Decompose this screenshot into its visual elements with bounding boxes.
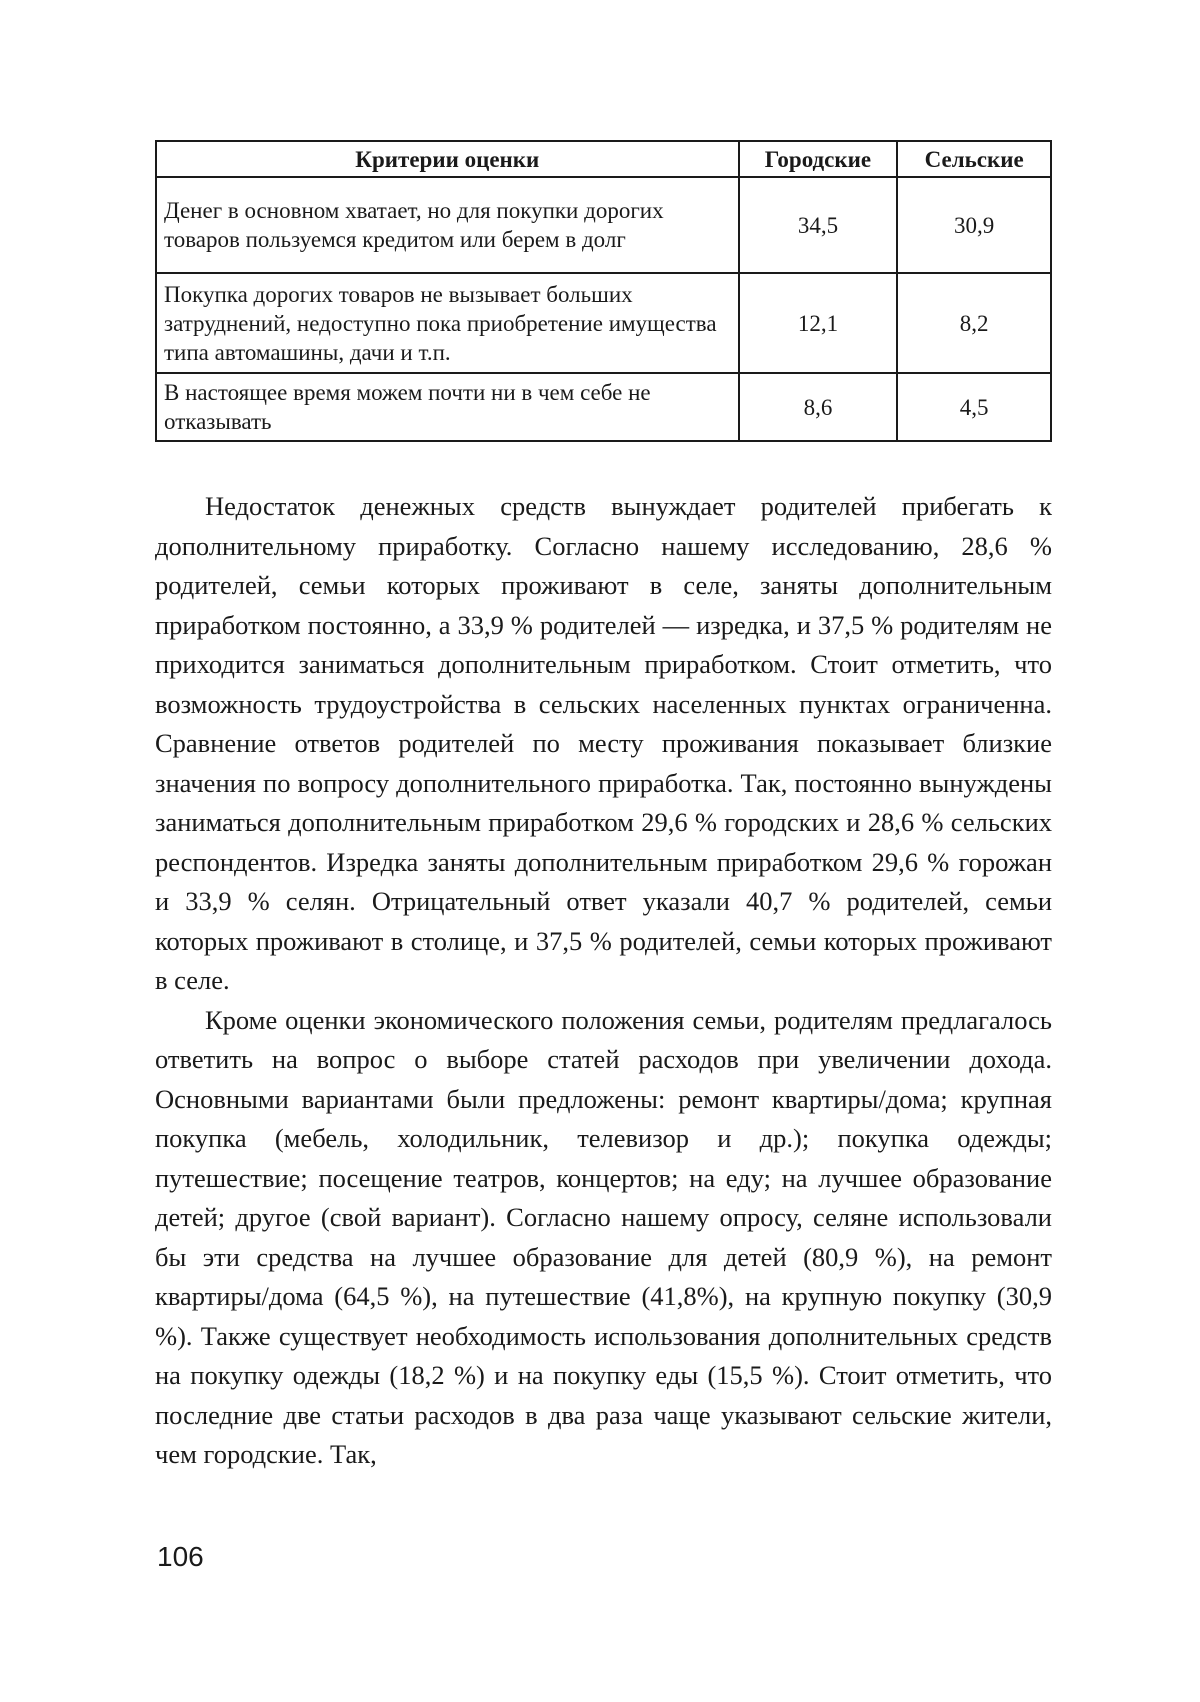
table-row xyxy=(156,177,1051,273)
page-number: 106 xyxy=(157,1540,204,1574)
row-rural-value: 4,5 xyxy=(897,373,1051,441)
table-header-row xyxy=(156,141,1051,177)
row-urban-value: 12,1 xyxy=(739,273,898,373)
table-row xyxy=(156,373,1051,441)
row-criterion: Денег в основном хватает, но для покупки дорогих товаров пользуемся кредитом или берем в долг xyxy=(156,177,739,273)
row-criterion: В настоящее время можем почти ни в чем себе не отказывать xyxy=(156,373,739,441)
paragraph: Кроме оценки экономического положения семьи, родителям предлагалось ответить на вопрос о выборе статей расходов при увеличении дохода. Основными вариантами были предложены: ремонт квартиры/дома; крупная покупка (мебель, холодильник, телевизор и др.); покупка одежды; путешествие; посещение театров, концертов; на еду; на лучшее образование детей; другое (свой вариант). Согласно нашему опросу, селяне использовали бы эти средства на лучшее образование для детей (80,9 %), на ремонт квартиры/дома (64,5 %), на путешествие (41,8%), на крупную покупку (30,9 %). Также существует необходимость использования дополнительных средств на покупку одежды (18,2 %) и на покупку еды (15,5 %). Стоит отметить, что последние две статьи расходов в два раза чаще указывают сельские жители, чем городские. Так, xyxy=(155,1001,1052,1475)
header-rural: Сельские xyxy=(897,141,1051,177)
header-criteria: Критерии оценки xyxy=(156,141,739,177)
row-urban-value: 34,5 xyxy=(739,177,898,273)
header-urban: Городские xyxy=(739,141,898,177)
row-rural-value: 8,2 xyxy=(897,273,1051,373)
row-urban-value: 8,6 xyxy=(739,373,898,441)
row-criterion: Покупка дорогих товаров не вызывает больших затруднений, недоступно пока приобретение имущества типа автомашины, дачи и т.п. xyxy=(156,273,739,373)
document-page xyxy=(0,0,1200,1702)
row-rural-value: 30,9 xyxy=(897,177,1051,273)
table-row xyxy=(156,273,1051,373)
paragraph: Недостаток денежных средств вынуждает родителей прибегать к дополнительному приработку. Согласно нашему исследованию, 28,6 % родителей, семьи которых проживают в селе, заняты дополнительным приработком постоянно, а 33,9 % родителей — изредка, и 37,5 % родителям не приходится заниматься дополнительным приработком. Стоит отметить, что возможность трудоустройства в сельских населенных пунктах ограниченна. Сравнение ответов родителей по месту проживания показывает близкие значения по вопросу дополнительного приработка. Так, постоянно вынуждены заниматься дополнительным приработком 29,6 % городских и 28,6 % сельских респондентов. Изредка заняты дополнительным приработком 29,6 % горожан и 33,9 % селян. Отрицательный ответ указали 40,7 % родителей, семьи которых проживают в столице, и 37,5 % родителей, семьи которых проживают в селе. xyxy=(155,487,1052,1001)
body-text xyxy=(155,487,1052,1475)
criteria-table xyxy=(155,140,1052,442)
